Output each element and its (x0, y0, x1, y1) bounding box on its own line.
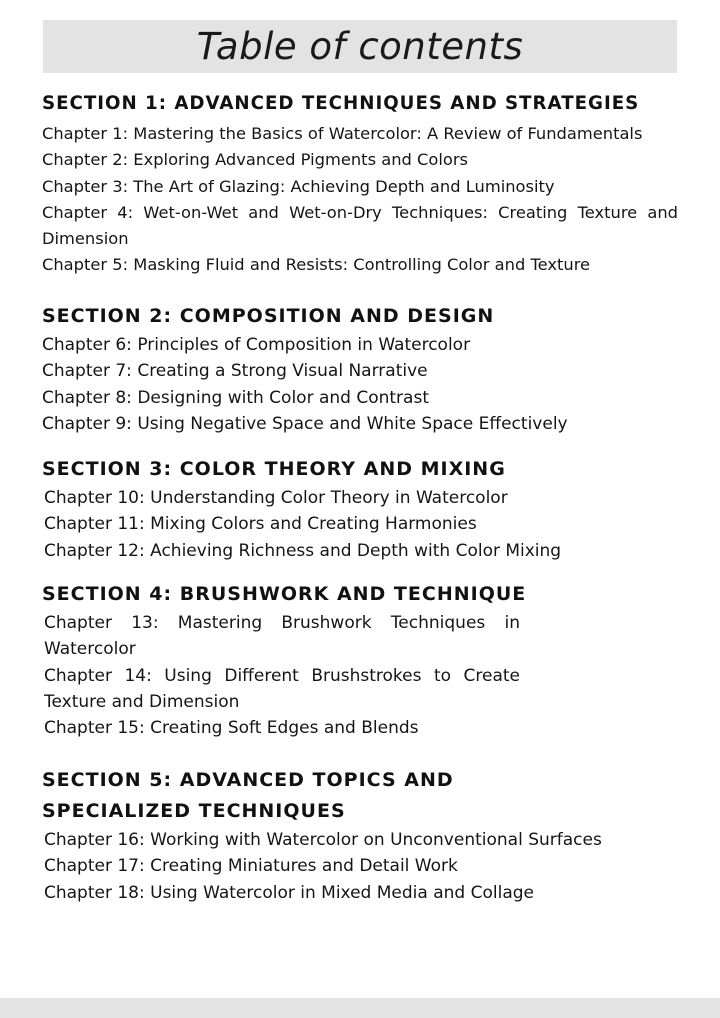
section-5 (42, 765, 678, 906)
section-heading: SECTION 4: BRUSHWORK AND TECHNIQUE (42, 583, 527, 605)
chapter-item[interactable]: Chapter 4: Wet-on-Wet and Wet-on-Dry Techniques: Creating Texture and Dimension (42, 202, 678, 249)
chapter-item[interactable]: Chapter 7: Creating a Strong Visual Narrative (42, 361, 428, 382)
section-heading: SECTION 2: COMPOSITION AND DESIGN (42, 305, 495, 327)
chapter-list (42, 610, 520, 741)
chapter-item[interactable]: Chapter 2: Exploring Advanced Pigments and Colors (42, 150, 469, 170)
page-title: Table of contents (196, 25, 524, 68)
chapter-item[interactable]: Chapter 14: Using Different Brushstrokes to Create Texture and Dimension (44, 665, 520, 712)
chapter-item[interactable]: Chapter 6: Principles of Composition in Watercolor (42, 335, 471, 355)
chapter-item[interactable]: Chapter 15: Creating Soft Edges and Blends (44, 718, 419, 739)
chapter-item[interactable]: Chapter 17: Creating Miniatures and Detail Work (44, 856, 458, 877)
chapter-item[interactable]: Chapter 13: Mastering Brushwork Techniques in Watercolor (44, 613, 520, 660)
chapter-list (42, 485, 678, 564)
title-banner (43, 20, 677, 73)
footer-bar (0, 998, 720, 1018)
chapter-item[interactable]: Chapter 5: Masking Fluid and Resists: Controlling Color and Texture (42, 255, 591, 275)
chapter-item[interactable]: Chapter 1: Mastering the Basics of Watercolor: A Review of Fundamentals (42, 124, 643, 143)
chapter-list (42, 121, 678, 279)
chapter-item[interactable]: Chapter 16: Working with Watercolor on Unconventional Surfaces (44, 830, 602, 850)
chapter-item[interactable]: Chapter 9: Using Negative Space and White Space Effectively (42, 413, 568, 434)
section-heading: SECTION 5: ADVANCED TOPICS AND SPECIALIZED TECHNIQUES (42, 769, 454, 822)
chapter-list (42, 827, 678, 906)
section-heading: SECTION 3: COLOR THEORY AND MIXING (42, 458, 506, 480)
chapter-item[interactable]: Chapter 18: Using Watercolor in Mixed Media and Collage (44, 882, 534, 903)
chapter-item[interactable]: Chapter 10: Understanding Color Theory in Watercolor (44, 488, 508, 508)
section-4 (42, 579, 527, 741)
chapter-list (42, 332, 678, 437)
section-heading: SECTION 1: ADVANCED TECHNIQUES AND STRATEGIES (42, 93, 640, 114)
chapter-item[interactable]: Chapter 8: Designing with Color and Contrast (42, 387, 429, 408)
section-2 (42, 301, 678, 437)
chapter-item[interactable]: Chapter 11: Mixing Colors and Creating Harmonies (44, 514, 477, 535)
section-1 (42, 88, 678, 279)
chapter-item[interactable]: Chapter 12: Achieving Richness and Depth with Color Mixing (44, 540, 562, 561)
section-3 (42, 454, 678, 564)
chapter-item[interactable]: Chapter 3: The Art of Glazing: Achieving Depth and Luminosity (42, 176, 555, 196)
